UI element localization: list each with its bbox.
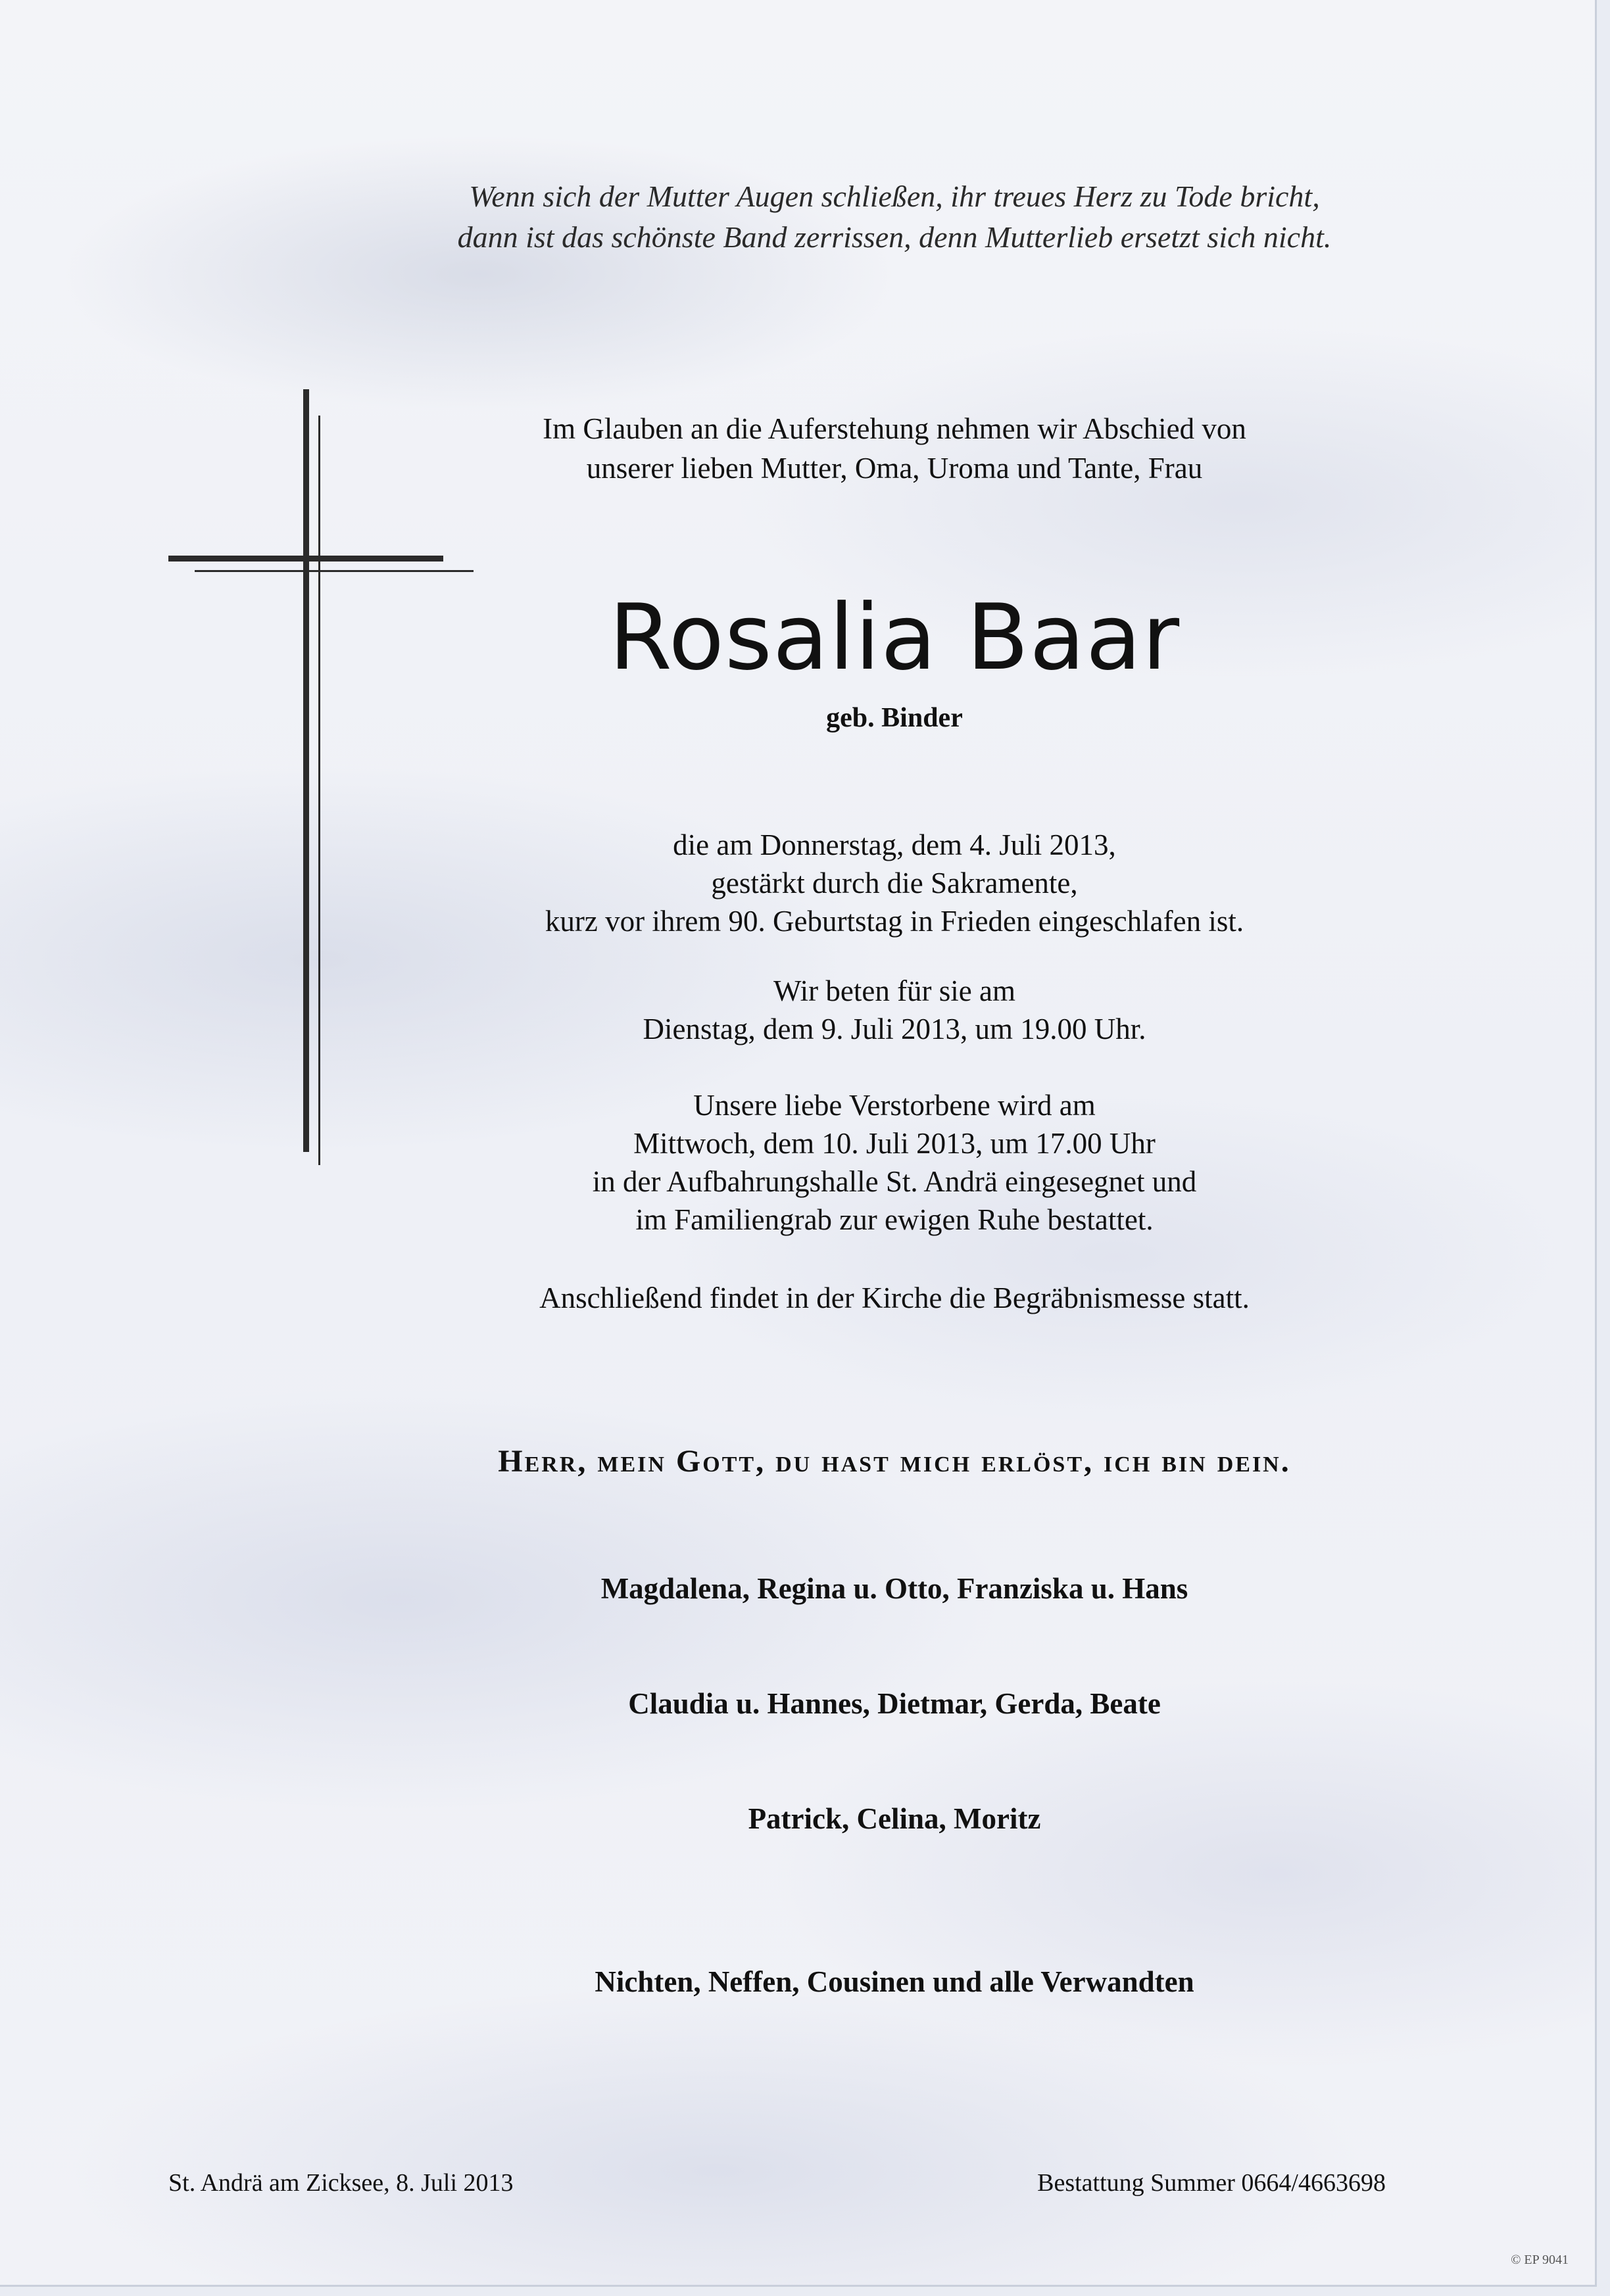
funeral-line: in der Aufbahrungshalle St. Andrä eingesegnet und <box>592 1165 1197 1198</box>
motto-line: Wenn sich der Mutter Augen schließen, ihr treues Herz zu Tode bricht, <box>469 179 1320 213</box>
intro-line: Im Glauben an die Auferstehung nehmen wir Abschied von <box>543 412 1246 445</box>
funeral-notice <box>368 1086 1421 1239</box>
prayer-line: Dienstag, dem 9. Juli 2013, um 19.00 Uhr. <box>643 1013 1146 1045</box>
motto-verse <box>368 176 1421 258</box>
place-date: St. Andrä am Zicksee, 8. Juli 2013 <box>168 2169 514 2197</box>
funeral-line: Mittwoch, dem 10. Juli 2013, um 17.00 Uhr <box>633 1127 1156 1160</box>
motto-line: dann ist das schönste Band zerrissen, denn Mutterlieb ersetzt sich nicht. <box>457 220 1332 254</box>
copyright-notice: © EP 9041 <box>1511 2253 1569 2267</box>
mourners-line: Magdalena, Regina u. Otto, Franziska u. Hans <box>600 1572 1188 1605</box>
intro-line: unserer lieben Mutter, Oma, Uroma und Tante, Frau <box>586 452 1203 485</box>
death-notice-line: die am Donnerstag, dem 4. Juli 2013, <box>673 828 1116 861</box>
mourners-line: Nichten, Neffen, Cousinen und alle Verwandten <box>595 1965 1194 1998</box>
prayer-notice <box>368 972 1421 1048</box>
intro-text <box>368 409 1421 488</box>
death-notice-line: gestärkt durch die Sakramente, <box>711 867 1078 899</box>
maiden-name: geb. Binder <box>826 703 963 733</box>
mass-notice: Anschließend findet in der Kirche die Begräbnismesse statt. <box>539 1281 1250 1314</box>
prayer-line: Wir beten für sie am <box>773 974 1016 1007</box>
funeral-line: Unsere liebe Verstorbene wird am <box>693 1089 1096 1122</box>
deceased-name: Rosalia Baar <box>608 585 1181 690</box>
death-notice <box>368 826 1421 940</box>
undertaker-contact: Bestattung Summer 0664/4663698 <box>1037 2169 1386 2197</box>
mourners-line: Patrick, Celina, Moritz <box>748 1802 1041 1835</box>
death-notice-line: kurz vor ihrem 90. Geburtstag in Frieden eingeschlafen ist. <box>545 905 1244 938</box>
mourners-line: Claudia u. Hannes, Dietmar, Gerda, Beate <box>628 1687 1161 1720</box>
funeral-line: im Familiengrab zur ewigen Ruhe bestattet. <box>635 1203 1154 1236</box>
cross-icon <box>164 389 474 1165</box>
scripture-quote: Herr, mein Gott, du hast mich erlöst, ich bin dein. <box>498 1444 1291 1479</box>
